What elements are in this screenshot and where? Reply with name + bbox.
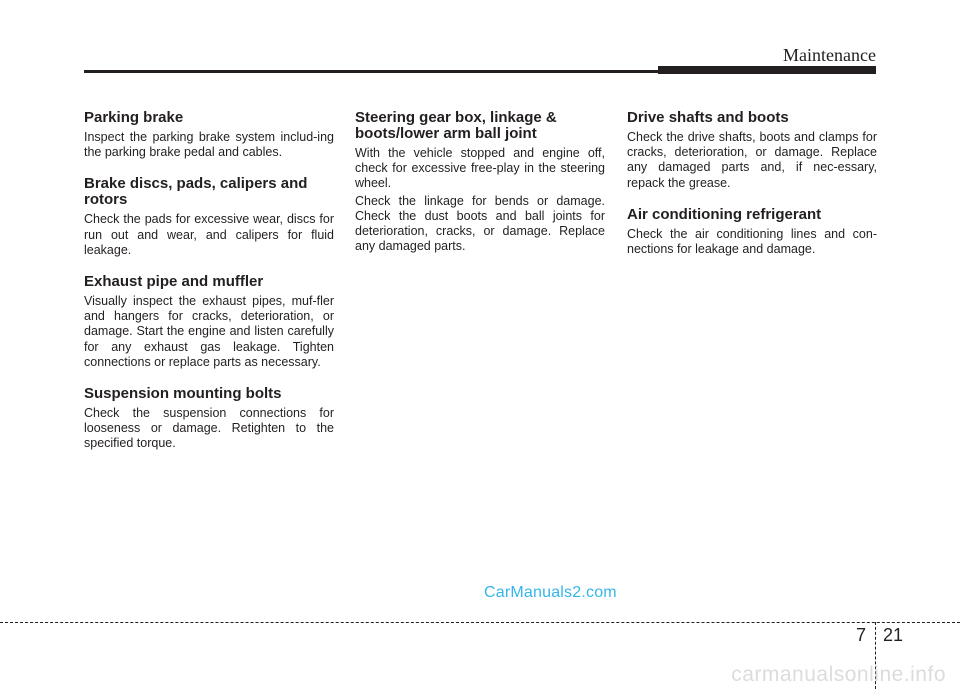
- section-body: Check the suspension connections for looseness or damage. Retighten to the specified torque.: [84, 406, 334, 451]
- section-body: Check the linkage for bends or damage. Check the dust boots and ball joints for deterioration, cracks, or damage. Replace any damaged parts.: [355, 193, 605, 254]
- header-rule: [84, 70, 660, 73]
- section-heading: Suspension mounting bolts: [84, 385, 282, 403]
- site-watermark: carmanualsonline.info: [731, 663, 946, 686]
- section-body: Check the pads for excessive wear, discs for run out and wear, and calipers for fluid leakage.: [84, 212, 334, 257]
- section-body: Check the air conditioning lines and con-nections for leakage and damage.: [627, 226, 877, 257]
- section-body: With the vehicle stopped and engine off, check for excessive free-play in the steering wheel.: [355, 146, 605, 191]
- section-heading: Drive shafts and boots: [627, 109, 789, 126]
- section-heading: Steering gear box, linkage & boots/lower arm ball joint: [355, 109, 557, 142]
- section-body: Inspect the parking brake system includ-ing the parking brake pedal and cables.: [84, 130, 334, 160]
- section-heading: Exhaust pipe and muffler: [84, 273, 264, 291]
- section-body: Visually inspect the exhaust pipes, muf-fler and hangers for cracks, deterioration, or damage. Start the engine and listen carefully for any exhaust gas leakage. Tighten connections or replace parts as necessary.: [84, 294, 334, 369]
- section-heading: Air conditioning refrigerant: [627, 205, 822, 223]
- footer-divider: [0, 622, 960, 623]
- chapter-number: 7: [856, 625, 867, 645]
- column-2: [355, 110, 605, 270]
- section-heading: Parking brake: [84, 109, 184, 126]
- column-1: [84, 110, 334, 468]
- page-number: 21: [883, 625, 904, 645]
- watermark-link[interactable]: CarManuals2.com: [484, 584, 617, 601]
- section-title: Maintenance: [783, 45, 876, 65]
- section-heading: Brake discs, pads, calipers and rotors: [84, 175, 308, 209]
- section-body: Check the drive shafts, boots and clamps for cracks, deterioration, or damage. Replace any damaged parts and, if nec-essary, repack the grease.: [627, 130, 877, 190]
- column-3: [627, 110, 877, 273]
- header-rule-accent: [658, 66, 876, 74]
